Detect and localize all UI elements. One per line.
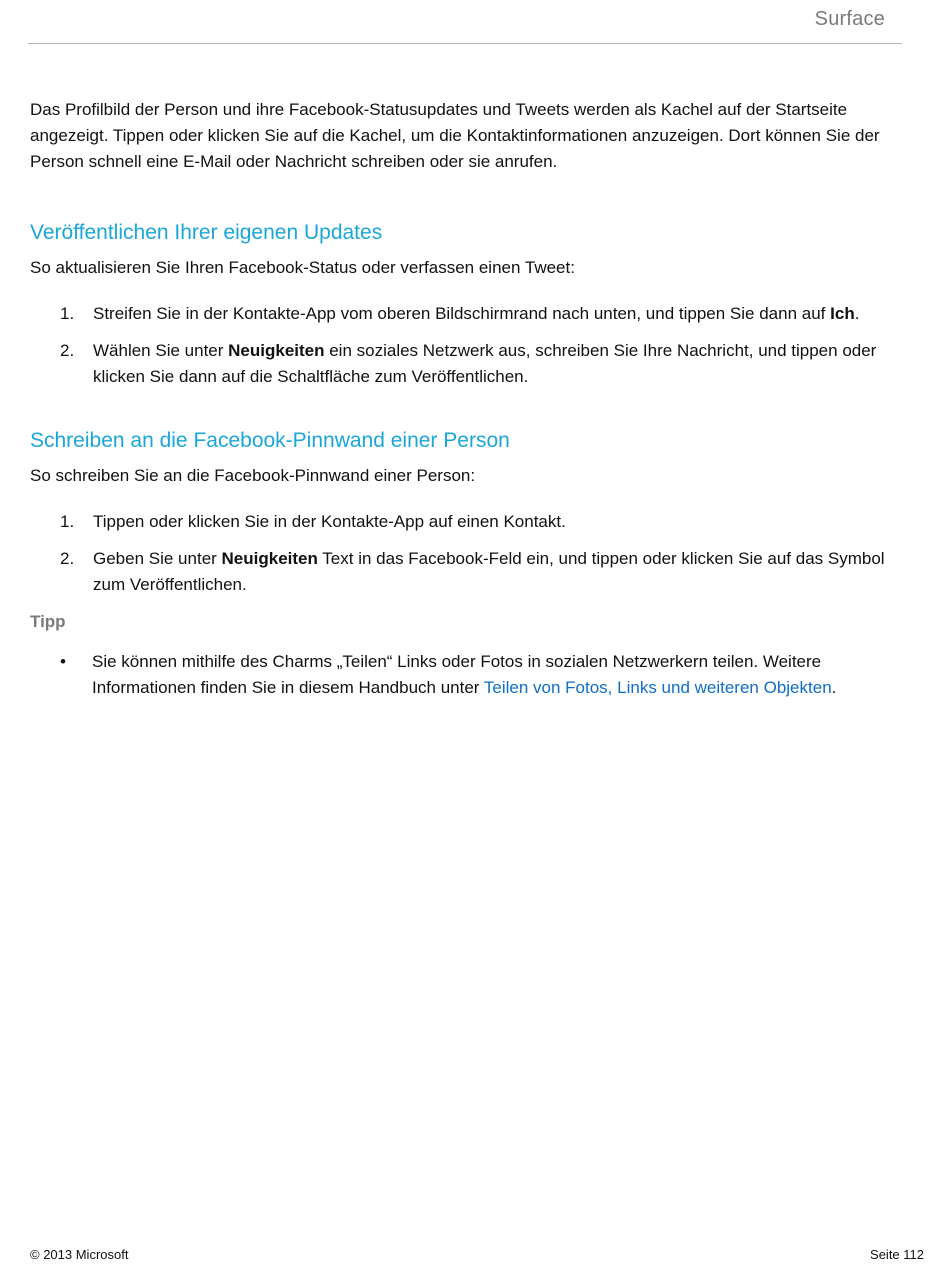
footer-copyright: © 2013 Microsoft: [30, 1247, 129, 1262]
step-text: Tippen oder klicken Sie in der Kontakte-App auf einen Kontakt.: [93, 512, 566, 531]
step-text-end: .: [854, 304, 860, 323]
list-item: [30, 301, 898, 327]
list-item: [30, 338, 898, 390]
footer-page-number: Seite 112: [870, 1247, 924, 1262]
step-text-end: Text in das Facebook-Feld ein, und tippen oder klicken Sie auf das Symbol zum Veröffentlichen.: [93, 549, 885, 594]
tip-label: Tipp: [30, 612, 66, 631]
list-item: [30, 509, 898, 535]
step-number: 2.: [60, 549, 75, 568]
list-item: [30, 649, 898, 701]
document-body: [30, 97, 898, 701]
step-text: Geben Sie unter: [93, 549, 222, 568]
step-number: 1.: [60, 304, 75, 323]
brand-logo-text: Surface: [814, 8, 885, 30]
step-bold-term: Ich: [830, 304, 855, 323]
step-text-end: ein soziales Netzwerk aus, schreiben Sie Ihre Nachricht, und tippen oder klicken Sie dann auf die Schaltfläche zum Veröffentlichen.: [93, 341, 877, 386]
intro-paragraph: Das Profilbild der Person und ihre Facebook-Statusupdates und Tweets werden als Kachel auf der Startseite angezeigt. Tippen oder klicken Sie auf die Kachel, um die Kontaktinformationen anzuzeigen. Dort können Sie der Person schnell eine E-Mail oder Nachricht schreiben oder sie anrufen.: [30, 100, 880, 171]
tip-list: [30, 649, 898, 701]
tip-text: Sie können mithilfe des Charms „Teilen“ Links oder Fotos in sozialen Netzwerkern teilen. Weitere Informationen finden Sie in diesem Handbuch unter: [92, 652, 822, 697]
step-text: Streifen Sie in der Kontakte-App vom oberen Bildschirmrand nach unten, und tippen Sie dann auf: [93, 304, 831, 323]
tip-text-end: .: [831, 678, 837, 697]
section-lead-publish-updates: So aktualisieren Sie Ihren Facebook-Status oder verfassen einen Tweet:: [30, 258, 575, 277]
steps-list-publish-updates: [30, 301, 898, 390]
bullet-icon: •: [60, 652, 66, 671]
share-guide-link[interactable]: Teilen von Fotos, Links und weiteren Objekten: [483, 678, 832, 697]
header-divider: [28, 43, 902, 44]
step-number: 2.: [60, 341, 75, 360]
section-lead-facebook-wall: So schreiben Sie an die Facebook-Pinnwand einer Person:: [30, 466, 476, 485]
list-item: [30, 546, 898, 598]
step-number: 1.: [60, 512, 75, 531]
section-heading-facebook-wall: Schreiben an die Facebook-Pinnwand einer Person: [30, 429, 510, 452]
section-heading-publish-updates: Veröffentlichen Ihrer eigenen Updates: [30, 221, 383, 244]
step-bold-term: Neuigkeiten: [228, 341, 325, 360]
step-bold-term: Neuigkeiten: [221, 549, 318, 568]
step-text: Wählen Sie unter: [93, 341, 229, 360]
steps-list-facebook-wall: [30, 509, 898, 598]
